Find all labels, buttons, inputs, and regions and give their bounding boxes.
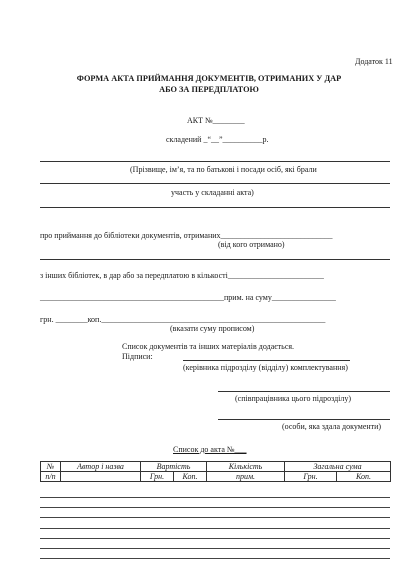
sum-in-words-caption: (вказати суму прописом)	[170, 324, 255, 333]
col-author-sub	[61, 472, 141, 482]
names-caption-2: участь у складанні акта)	[171, 188, 254, 197]
col-total-kop: Коп.	[337, 472, 391, 482]
list-row-line	[40, 558, 390, 559]
from-caption: (від кого отримано)	[218, 240, 285, 249]
signature-line-3	[218, 419, 390, 420]
col-qty-sub: прим.	[207, 472, 285, 482]
col-qty-header: Кількість	[207, 462, 285, 472]
col-cost-kop: Коп.	[174, 472, 207, 482]
uah-kop-text: грн. ________коп.________________________________________________________	[40, 315, 326, 324]
names-line-3	[40, 207, 390, 208]
names-caption: (Прізвище, ім’я, та по батькові і посади осіб, які брали	[130, 165, 317, 174]
act-compiled-date: складений _“__”__________р.	[166, 135, 269, 144]
signature-caption-3: (особи, яка здала документи)	[282, 422, 382, 431]
document-list-table	[40, 461, 391, 482]
names-line-2	[40, 183, 390, 184]
act-number: АКТ №________	[187, 116, 245, 125]
list-row-line	[40, 548, 390, 549]
list-row-line	[40, 538, 390, 539]
col-total-header: Загальна сума	[285, 462, 391, 472]
form-title-line-2: АБО ЗА ПЕРЕДПЛАТОЮ	[159, 85, 259, 94]
receipt-text: про приймання до бібліотеки документів, отриманих____________________________	[40, 231, 333, 240]
col-cost-header: Вартість	[141, 462, 207, 472]
receipt-line	[40, 259, 390, 260]
list-row-line	[40, 517, 390, 518]
col-number-header: №	[41, 462, 61, 472]
list-row-line	[40, 497, 390, 498]
list-row-line	[40, 507, 390, 508]
names-line-1	[40, 161, 390, 162]
signature-caption-1: (керівника підрозділу (відділу) комплектування)	[183, 363, 348, 372]
col-cost-uah: Грн.	[141, 472, 174, 482]
col-total-uah: Грн.	[285, 472, 337, 482]
col-author-header: Автор і назва	[61, 462, 141, 472]
signatures-label: Підписи:	[122, 352, 153, 361]
col-number-sub: п/п	[41, 472, 61, 482]
list-title: Список до акта №___	[173, 445, 247, 454]
list-row-line	[40, 528, 390, 529]
form-title-line-1: ФОРМА АКТА ПРИЙМАННЯ ДОКУМЕНТІВ, ОТРИМАНИХ У ДАР	[76, 74, 342, 83]
signature-caption-2: (співпрацівника цього підрозділу)	[235, 394, 352, 403]
appendix-number: Додаток 11	[355, 57, 393, 66]
signature-line-2	[218, 391, 390, 392]
attached-list-note: Список документів та інших матеріалів додається.	[122, 342, 295, 351]
signature-line-1	[183, 360, 350, 361]
items-sum-text: ______________________________________________прим. на суму________________	[40, 293, 336, 302]
from-libraries-text: з інших бібліотек, в дар або за передплатою в кількості________________________	[40, 271, 324, 280]
